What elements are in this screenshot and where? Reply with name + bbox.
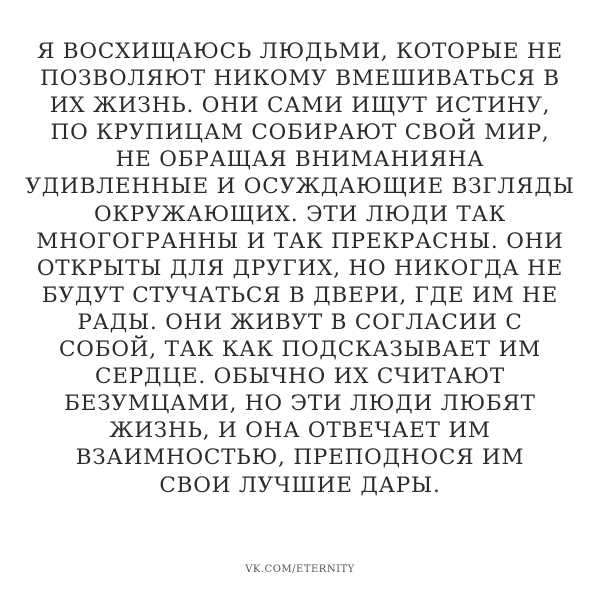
quote-line: СОБОЙ, ТАК КАК ПОДСКАЗЫВАЕТ ИМ xyxy=(59,337,541,363)
quote-line: МНОГОГРАННЫ И ТАК ПРЕКРАСНЫ. ОНИ xyxy=(36,228,564,254)
quote-line: НЕ ОБРАЩАЯ ВНИМАНИЯНА xyxy=(115,147,485,173)
quote-line: ЖИЗНЬ, И ОНА ОТВЕЧАЕТ ИМ xyxy=(109,418,491,444)
quote-line: РАДЫ. ОНИ ЖИВУТ В СОГЛАСИИ С xyxy=(77,309,523,335)
quote-line: ВЗАИМНОСТЬЮ, ПРЕПОДНОСЯ ИМ xyxy=(75,445,525,471)
quote-line: ПОЗВОЛЯЮТ НИКОМУ ВМЕШИВАТЬСЯ В xyxy=(40,66,560,92)
quote-line: УДИВЛЕННЫЕ И ОСУЖДАЮЩИЕ ВЗГЛЯДЫ xyxy=(25,174,575,200)
quote-line: Я ВОСХИЩАЮСЬ ЛЮДЬМИ, КОТОРЫЕ НЕ xyxy=(37,39,563,64)
quote-line: ОКРУЖАЮЩИХ. ЭТИ ЛЮДИ ТАК xyxy=(93,201,507,227)
source-caption: VK.COM/ETERNITY xyxy=(245,564,355,575)
quote-line: СЕРДЦЕ. ОБЫЧНО ИХ СЧИТАЮТ xyxy=(95,364,505,390)
quote-line: БЕЗУМЦАМИ, НО ЭТИ ЛЮДИ ЛЮБЯТ xyxy=(64,391,536,417)
quote-line: ПО КРУПИЦАМ СОБИРАЮТ СВОЙ МИР, xyxy=(50,120,550,146)
quote-line: СВОИ ЛУЧШИЕ ДАРЫ. xyxy=(159,472,441,498)
quote-line: БУДУТ СТУЧАТЬСЯ В ДВЕРИ, ГДЕ ИМ НЕ xyxy=(41,282,559,308)
quote-line: ОТКРЫТЫ ДЛЯ ДРУГИХ, НО НИКОГДА НЕ xyxy=(36,255,564,281)
quote-text xyxy=(20,38,580,499)
quote-line: ИХ ЖИЗНЬ. ОНИ САМИ ИЩУТ ИСТИНУ, xyxy=(49,93,551,119)
